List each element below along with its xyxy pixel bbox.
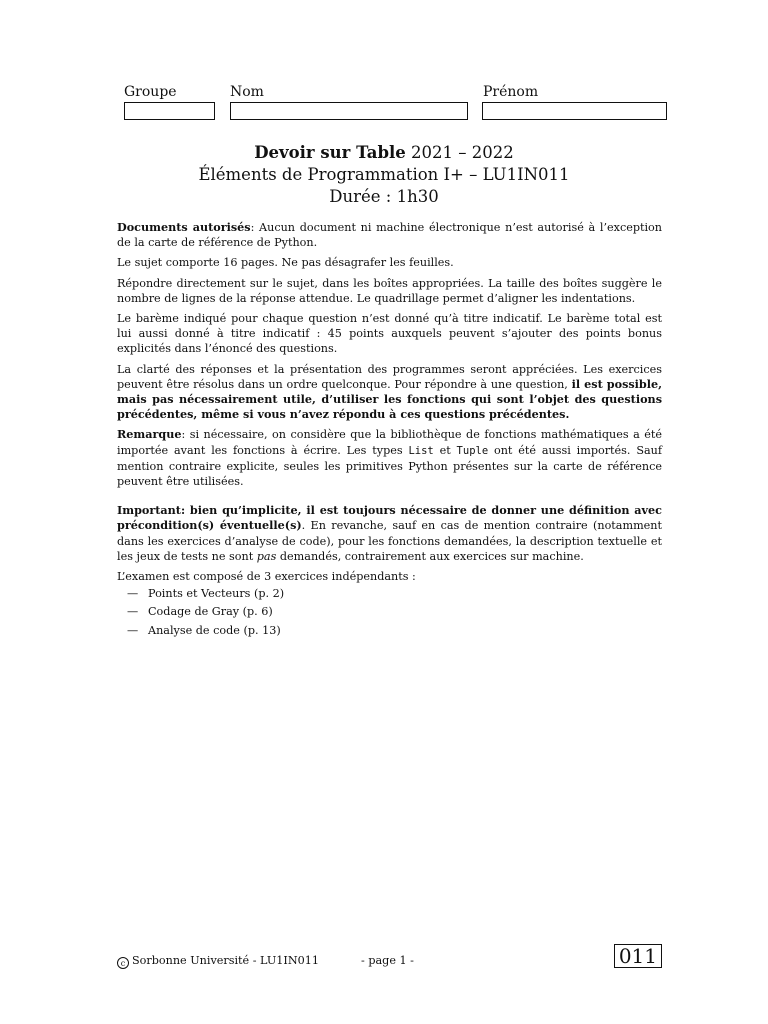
instruction-documents [117,220,662,250]
instruction-pages: Le sujet comporte 16 pages. Ne pas désagrafer les feuilles. [117,256,454,270]
code-list-type: List [408,444,434,457]
first-name-input-box[interactable] [482,102,667,120]
clarity-text: La clarté des réponses et la présentation des programmes seront appréciées. Les exercices peuvent être résolus dans un ordre quelconque. Pour répondre à une question, [117,362,662,391]
remark-text-b: et [433,443,457,457]
list-item [127,623,662,638]
instruction-important [117,503,662,564]
code-tuple-type: Tuple [456,444,489,457]
list-item [127,586,662,601]
page-number: - page 1 - [361,954,414,967]
title-years: 2021 – 2022 [405,143,514,162]
list-item [127,604,662,619]
copyright-icon: c [117,957,129,969]
exercise-title: Codage de Gray (p. 6) [148,605,273,619]
exercise-title: Points et Vecteurs (p. 2) [148,587,285,601]
instruction-answer-boxes: Répondre directement sur le sujet, dans les boîtes appropriées. La taille des boîtes suggère le nombre de lignes de la réponse attendue. Le quadrillage permet d’aligner les indentations. [117,276,662,305]
clarity-bold: il est possible, mais pas nécessairement utile, d’utiliser les fonctions qui sont l’objet des questions précédentes, même si vous n’avez répondu à ces questions précédentes. [117,376,663,422]
documents-heading: Documents autorisés [117,220,251,234]
first-name-label: Prénom [483,84,539,100]
title-bold: Devoir sur Table [254,143,406,162]
instruction-grading: Le barème indiqué pour chaque question n’est donné qu’à titre indicatif. Le barème total est lui aussi donné à titre indicatif : 45 points auxquels peuvent s’ajouter des points bonus explicités dans l’énoncé des questions. [117,312,662,356]
instruction-clarity [117,362,662,423]
copyright-text: Sorbonne Université - LU1IN011 [132,954,319,967]
exam-code-box: 011 [614,944,662,968]
important-text-b: demandés, contrairement aux exercices sur machine. [276,549,584,563]
list-dash: — [127,623,139,637]
course-title: Éléments de Programmation I+ – LU1IN011 [198,165,570,184]
student-identification-fields [124,84,668,124]
important-text-a: . En revanche, sauf en cas de mention contraire (notamment dans les exercices d’analyse de code), pour les fonctions demandées, la description textuelle et les jeux de tests ne sont [117,519,663,563]
instruction-remark [117,427,662,489]
exercises-intro: L’examen est composé de 3 exercices indépendants : [117,570,416,584]
exam-duration: Durée : 1h30 [329,187,439,206]
important-bold-text: : bien qu’implicite, il est toujours nécessaire de donner une définition avec précondition(s) éventuelle(s) [117,503,662,533]
exercise-list [127,586,662,638]
important-emphasis: pas [256,549,277,563]
list-dash: — [127,587,139,601]
list-dash: — [127,605,139,619]
exam-title [0,142,768,208]
group-input-box[interactable] [124,102,215,120]
documents-text: : Aucun document ni machine électronique n’est autorisé à l’exception de la carte de référence de Python. [117,221,663,250]
remark-heading: Remarque [117,427,182,442]
last-name-label: Nom [230,84,264,100]
group-label: Groupe [124,84,177,100]
remark-text-c: ont été aussi importés. Sauf mention contraire explicite, seules les primitives Python présentes sur la carte de référence peuvent être utilisées. [117,443,662,489]
exercise-title: Analyse de code (p. 13) [148,623,281,637]
remark-text-a: : si nécessaire, on considère que la bibliothèque de fonctions mathématiques a été importée avant les fonctions à écrire. Les types [117,428,662,457]
title-line-1 [0,142,768,164]
last-name-input-box[interactable] [230,102,468,120]
footer-copyright [117,954,319,969]
important-heading: Important [117,503,181,518]
page-footer [117,944,662,976]
exam-instructions [117,220,662,641]
